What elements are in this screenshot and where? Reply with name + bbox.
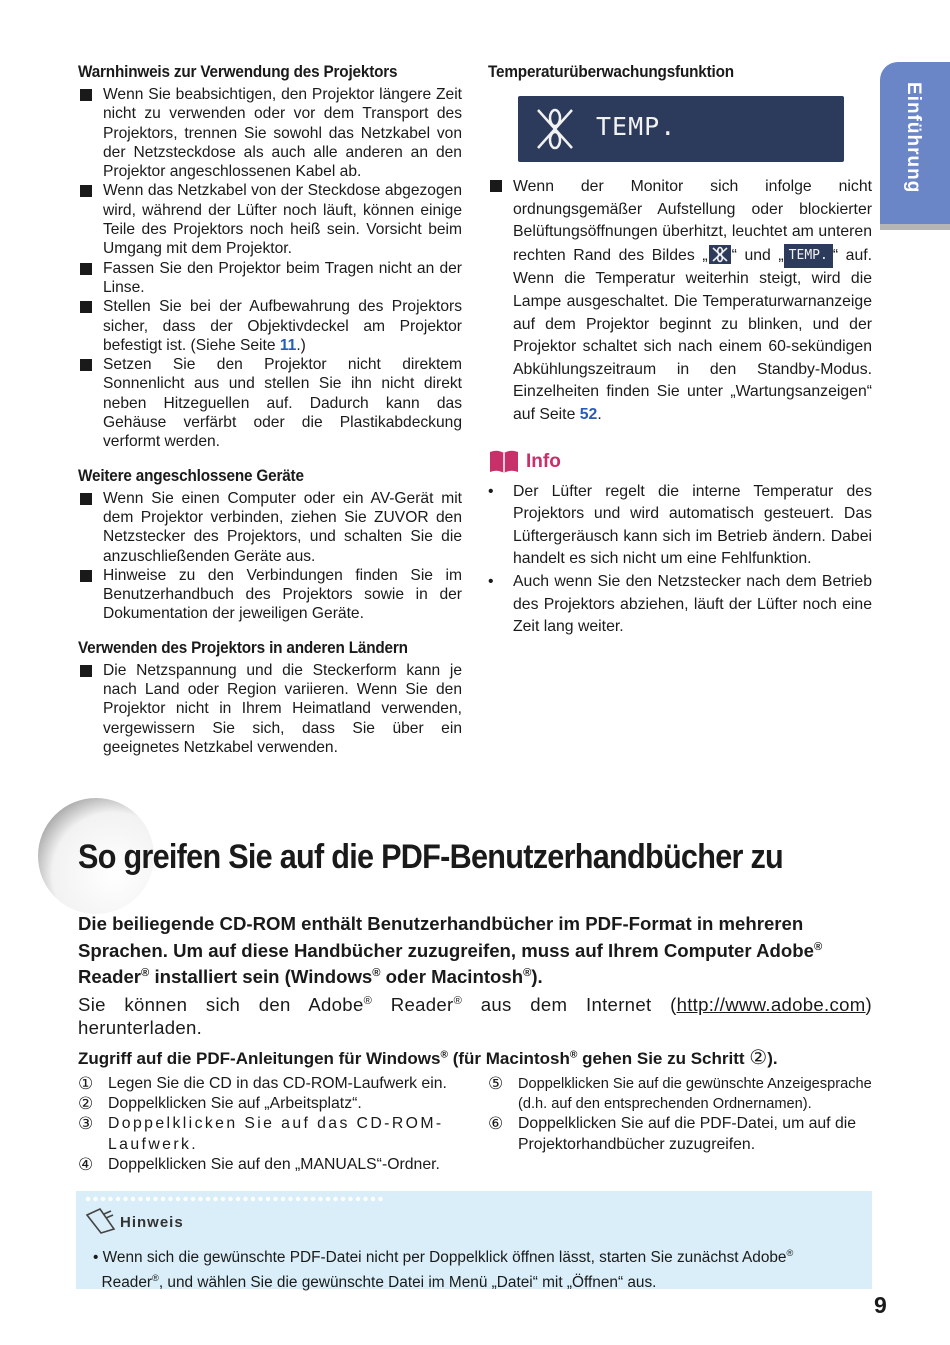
- fan-warning-icon: [532, 104, 578, 154]
- step-item: [78, 1114, 464, 1154]
- dot-mark: [288, 1197, 292, 1201]
- step-number: ②: [749, 1047, 768, 1069]
- list-item: • Auch wenn Sie den Netzstecker nach dem Betrieb des Projektors abziehen, läuft der Lüfter noch eine Zeit lang weiter.: [488, 571, 872, 639]
- temp-label: TEMP.: [596, 112, 677, 141]
- download-paragraph: [78, 990, 872, 1039]
- list-item-text: Stellen Sie bei der Aufbewahrung des Projektors sicher, dass der Objektivdeckel am Projektor befestigt ist. (Siehe Seite: [103, 298, 462, 354]
- list-item: Hinweise zu den Verbindungen finden Sie im Benutzerhandbuch des Projektors sowie in der Dokumentation der jeweiligen Geräte.: [78, 566, 462, 624]
- text-part: (für Macintosh: [448, 1049, 570, 1068]
- dot-mark: [176, 1197, 180, 1201]
- dot-mark: [326, 1197, 330, 1201]
- book-icon: [488, 449, 520, 475]
- dot-mark: [116, 1197, 120, 1201]
- list-item-text-end: .): [296, 336, 306, 354]
- pencil-note-icon: [84, 1205, 118, 1235]
- text-part: Sie können sich den Adobe: [78, 994, 364, 1016]
- list-item: [488, 176, 872, 427]
- step-item: [78, 1094, 464, 1114]
- text-part: gehen Sie zu Schritt: [577, 1049, 750, 1068]
- adobe-link[interactable]: http://www.adobe.com: [676, 994, 866, 1016]
- dot-mark: [303, 1197, 307, 1201]
- step-number: ③: [78, 1114, 96, 1134]
- dot-mark: [168, 1197, 172, 1201]
- step-item: [78, 1155, 464, 1175]
- chapter-tab-label: Einführung: [903, 82, 924, 194]
- note-title: Hinweis: [120, 1214, 184, 1231]
- page-link[interactable]: 52: [579, 405, 598, 423]
- list-item: Wenn Sie beabsichtigen, den Projektor längere Zeit nicht zu verwenden oder vor dem Transport des Projektors, trennen Sie sowohl das Netzkabel von der Netzsteckdose als auch alle anderen an den Projektor angeschlossenen Kabel ab.: [78, 85, 462, 181]
- step-text: Doppelklicken Sie auf „Arbeitsplatz“.: [108, 1095, 362, 1113]
- text-part: Reader: [372, 994, 454, 1016]
- dot-mark: [228, 1197, 232, 1201]
- registered-mark: ®: [141, 967, 150, 980]
- dot-mark: [243, 1197, 247, 1201]
- dot-mark: [206, 1197, 210, 1201]
- registered-mark: ®: [453, 995, 463, 1007]
- step-item: [488, 1114, 874, 1154]
- dot-mark: [146, 1197, 150, 1201]
- dot-mark: [161, 1197, 165, 1201]
- page-link[interactable]: 11: [279, 336, 297, 354]
- text-part: “ auf. Wenn die Temperatur weiterhin steigt, wird die Lampe ausgeschaltet. Die Temperaturwarnanzeige auf dem Projektor beginnt zu blinken, und der Projektor schaltet sich nach einem 60-sekündigen Abkühlungszeitraum in den Standby-Modus. Einzelheiten finden Sie unter „Wartungsanzeigen“ auf Seite: [513, 246, 873, 423]
- text-part: Wenn der Monitor sich infolge nicht ordnungsgemäßer Aufstellung oder blockierter Belüftungsöffnungen überhitzt, leuchtet am unteren rechten Rand des Bildes „: [513, 178, 872, 264]
- devices-list: [78, 489, 462, 624]
- dot-mark: [333, 1197, 337, 1201]
- dot-mark: [348, 1197, 352, 1201]
- step-number: ①: [78, 1074, 94, 1093]
- temperature-list: [488, 176, 872, 427]
- list-item: • Der Lüfter regelt die interne Temperatur des Projektors und wird automatisch gesteuert. Das Lüftergeräusch kann sich im Betrieb ändern. Dabei handelt es sich nicht um eine Fehlfunktion.: [488, 481, 872, 571]
- text-part: Die beiliegende CD-ROM enthält Benutzerhandbücher im PDF-Format in mehreren Sprachen. Um auf diese Handbücher zuzugreifen, muss auf Ihrem Computer Adobe: [78, 913, 814, 961]
- dot-mark: [363, 1197, 367, 1201]
- text-part: ) herunterladen.: [78, 994, 873, 1039]
- text-part: installiert sein (Windows: [149, 966, 373, 988]
- dot-mark: [198, 1197, 202, 1201]
- text-part: Zugriff auf die PDF-Anleitungen für Windows: [78, 1049, 441, 1068]
- text-part: oder Macintosh: [380, 966, 524, 988]
- steps-list-right: [488, 1074, 874, 1155]
- text-part: , und wählen Sie die gewünschte Datei im Menü „Datei“ mit „Öffnen“ aus.: [158, 1274, 657, 1292]
- dot-mark: [86, 1197, 90, 1201]
- right-column: [488, 62, 872, 639]
- steps-list-left: [78, 1074, 464, 1175]
- text-part: ).: [767, 1049, 778, 1068]
- note-text: [93, 1243, 863, 1293]
- lead-paragraph: [78, 912, 872, 989]
- warning-list: [78, 85, 462, 452]
- list-item: Setzen Sie den Projektor nicht direktem Sonnenlicht aus und stellen Sie ihn nicht direkt neben Hitzeguellen auf. Dadurch kann das Gehäuse verfärbt oder die Plastikabdeckung verformt werden.: [78, 355, 462, 451]
- registered-mark: ®: [363, 995, 373, 1007]
- step-number: ④: [78, 1154, 94, 1174]
- dot-mark: [221, 1197, 225, 1201]
- dot-mark: [108, 1197, 112, 1201]
- registered-mark: ®: [440, 1049, 448, 1061]
- step-item: [78, 1074, 464, 1094]
- dot-mark: [251, 1197, 255, 1201]
- dot-mark: [258, 1197, 262, 1201]
- section-title-countries: Verwenden des Projektors in anderen Ländern: [78, 637, 408, 657]
- dot-mark: [378, 1197, 382, 1201]
- step-item: [488, 1074, 874, 1114]
- dot-mark: [236, 1197, 240, 1201]
- dot-mark: [318, 1197, 322, 1201]
- dotted-border-icon: [84, 1193, 394, 1207]
- steps-heading: [78, 1045, 778, 1070]
- dot-mark: [273, 1197, 277, 1201]
- step-text: Doppelklicken Sie auf die gewünschte Anzeigesprache (d.h. auf den entsprechenden Ordnernamen).: [518, 1076, 872, 1113]
- temp-warning-display: [518, 96, 844, 162]
- list-item: Wenn das Netzkabel von der Steckdose abgezogen wird, während der Lüfter noch läuft, können einige Teile des Projektors noch heiß sein. Vorsicht beim Umgang mit dem Projektor.: [78, 181, 462, 258]
- dot-mark: [281, 1197, 285, 1201]
- text-part: Reader: [78, 966, 142, 988]
- dot-mark: [296, 1197, 300, 1201]
- dot-mark: [356, 1197, 360, 1201]
- registered-mark: ®: [569, 1049, 578, 1061]
- registered-mark: ®: [813, 940, 823, 953]
- step-number: ⑤: [488, 1074, 504, 1093]
- page-number: 9: [874, 1292, 887, 1318]
- dot-mark: [93, 1197, 97, 1201]
- left-column: [78, 62, 462, 771]
- registered-mark: ®: [152, 1273, 159, 1284]
- step-text: Doppelklicken Sie auf die PDF-Datei, um auf die Projektorhandbücher zuzugreifen.: [518, 1115, 857, 1153]
- text-part: aus dem Internet (: [462, 994, 677, 1016]
- list-item: Wenn Sie einen Computer oder ein AV-Gerät mit dem Projektor verbinden, ziehen Sie ZUVOR den Netzstecker des Projektors, und schalten Sie die anzuschließenden Geräte aus.: [78, 489, 462, 566]
- info-title: Info: [526, 450, 561, 472]
- list-item: [78, 297, 462, 355]
- text-part: Reader: [97, 1274, 153, 1292]
- note-box: [76, 1191, 872, 1292]
- registered-mark: ®: [523, 967, 532, 980]
- chapter-tab[interactable]: [880, 62, 950, 224]
- text-part: “ und „: [731, 246, 784, 264]
- text-part: ).: [531, 966, 543, 988]
- text-part: .: [597, 405, 602, 423]
- dot-mark: [266, 1197, 270, 1201]
- step-number: ⑥: [488, 1114, 504, 1134]
- section-title-warning: Warnhinweis zur Verwendung des Projektors: [78, 62, 398, 81]
- step-text: Doppelklicken Sie auf das CD-ROM-Laufwerk.: [108, 1115, 444, 1153]
- list-item: Die Netzspannung und die Steckerform kann je nach Land oder Region variieren. Wenn Sie den Projektor nicht in Ihrem Heimatland verwenden, vergewissern Sie sich, dass Sie über ein geeignetes Netzkabel verwenden.: [78, 661, 462, 757]
- step-text: Legen Sie die CD in das CD-ROM-Laufwerk ein.: [108, 1075, 447, 1092]
- dot-mark: [213, 1197, 217, 1201]
- dot-mark: [341, 1197, 345, 1201]
- text-part: • Wenn sich die gewünschte PDF-Datei nicht per Doppelklick öffnen lässt, starten Sie zunächst Adobe: [93, 1249, 787, 1267]
- list-item: Fassen Sie den Projektor beim Tragen nicht an der Linse.: [78, 259, 462, 298]
- page-title: So greifen Sie auf die PDF-Benutzerhandbücher zu: [78, 838, 784, 876]
- step-text: Doppelklicken Sie auf den „MANUALS“-Ordner.: [108, 1155, 440, 1173]
- dot-mark: [123, 1197, 127, 1201]
- dot-mark: [371, 1197, 375, 1201]
- dot-mark: [191, 1197, 195, 1201]
- fan-warning-icon: [709, 245, 731, 264]
- dot-mark: [101, 1197, 105, 1201]
- registered-mark: ®: [786, 1248, 794, 1258]
- dot-mark: [131, 1197, 135, 1201]
- dot-mark: [153, 1197, 157, 1201]
- section-title-devices: Weitere angeschlossene Geräte: [78, 465, 304, 485]
- dot-mark: [183, 1197, 187, 1201]
- section-title-temperature: Temperaturüberwachungsfunktion: [488, 62, 734, 81]
- info-list: [488, 481, 872, 639]
- dot-mark: [138, 1197, 142, 1201]
- dot-mark: [311, 1197, 315, 1201]
- temp-inline-label: TEMP.: [784, 244, 833, 269]
- step-number: ②: [78, 1094, 94, 1114]
- countries-list: [78, 661, 462, 757]
- info-header: [488, 449, 872, 475]
- registered-mark: ®: [372, 967, 381, 980]
